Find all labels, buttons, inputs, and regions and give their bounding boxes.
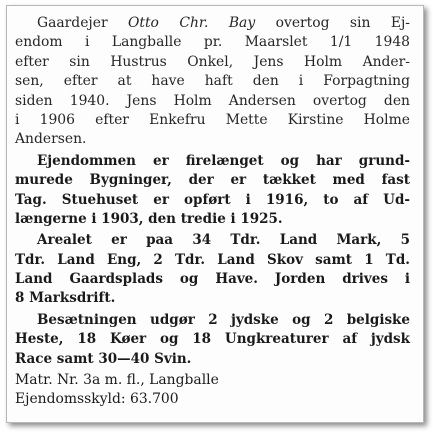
text-card [6, 5, 424, 423]
paragraph-buildings [15, 152, 410, 230]
text-line [15, 14, 410, 33]
text-line: længerne i 1903, den tredie i 1925. [15, 210, 283, 227]
text-line: 8 Marksdrift. [15, 290, 116, 307]
article-text [15, 14, 410, 410]
text-line: Matr. Nr. 3a m. fl., Langballe [15, 372, 219, 389]
paragraph-owner [15, 14, 410, 150]
text-line: Andersen. [15, 131, 87, 148]
owner-name: Otto Chr. Bay [128, 15, 256, 31]
text-line: siden 1940. Jens Holm Andersen overtog den [15, 92, 410, 109]
text-line: Ejendomsskyld: 63.700 [15, 391, 179, 408]
text-line: i 1906 efter Enkefru Mette Kirstine Holme [15, 111, 410, 128]
paragraph-cadastre [15, 371, 410, 410]
text-run: Gaardejer [37, 15, 128, 31]
text-line: Race samt 30—40 Svin. [15, 350, 192, 367]
text-line: Arealet er paa 34 Tdr. Land Mark, 5 [37, 232, 410, 249]
text-line: endom i Langballe pr. Maarslet 1/1 1948 [15, 34, 410, 51]
text-line: sen, efter at have haft den i Forpagtning [15, 73, 410, 90]
text-line: Ejendommen er firelænget og har grund- [37, 152, 410, 169]
text-line: Tdr. Land Eng, 2 Tdr. Land Skov samt 1 Td. [15, 251, 410, 268]
text-run: overtog sin Ej- [255, 15, 410, 31]
text-line: Heste, 18 Køer og 18 Ungkreaturer af jydsk [15, 331, 410, 348]
text-line: Besætningen udgør 2 jydske og 2 belgiske [37, 311, 410, 328]
paragraph-livestock [15, 311, 410, 369]
text-line: murede Bygninger, der er tækket med fast [15, 172, 410, 189]
text-line: efter sin Hustrus Onkel, Jens Holm Ander- [15, 53, 410, 70]
paragraph-area [15, 231, 410, 309]
text-line: Land Gaardsplads og Have. Jorden drives i [15, 271, 410, 288]
text-line: Tag. Stuehuset er opført i 1916, to af Ud- [15, 191, 410, 208]
